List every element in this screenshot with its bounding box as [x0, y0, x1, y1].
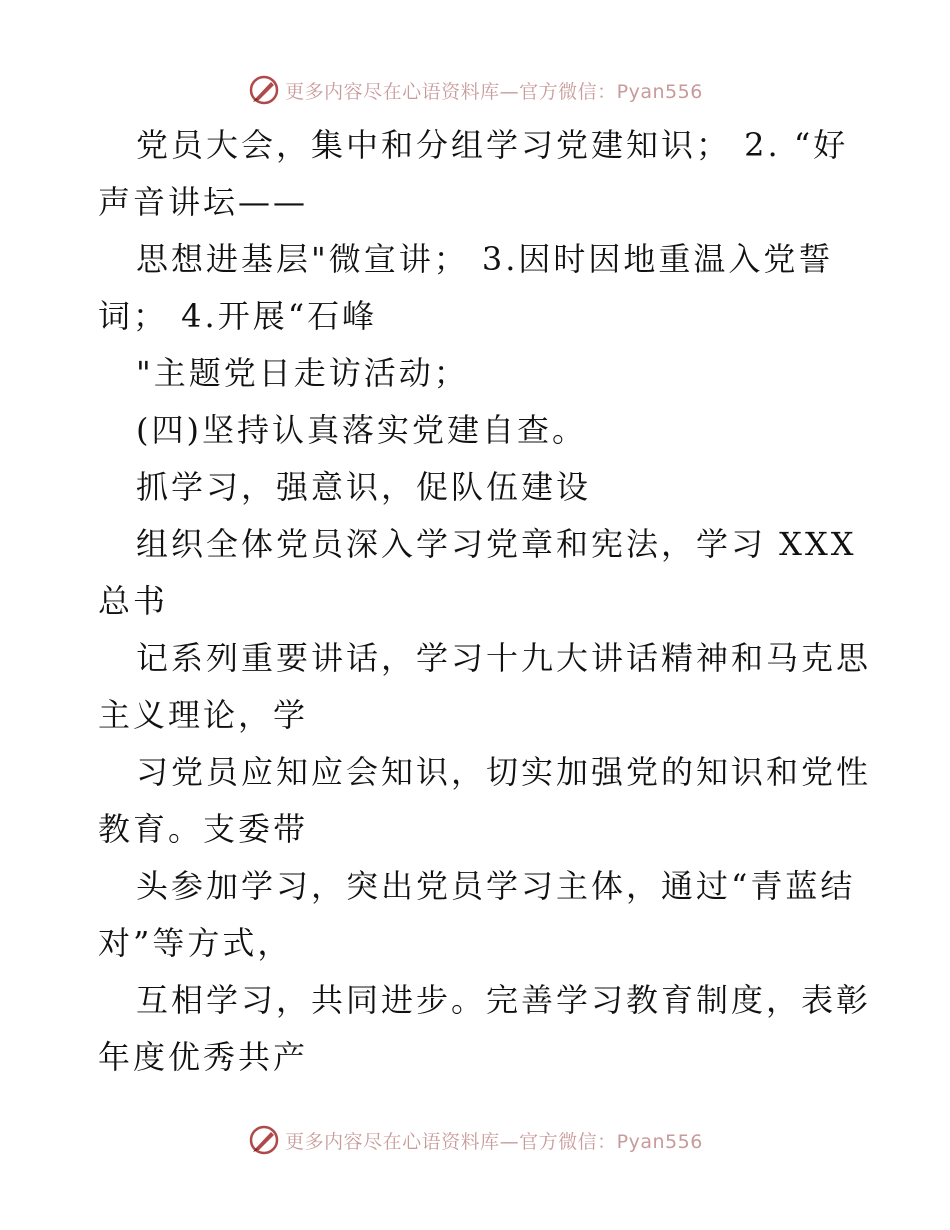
paragraph-line: 年度优秀共产	[98, 1038, 309, 1076]
footer-watermark	[0, 1120, 950, 1160]
paragraph-line: 互相学习，共同进步。完善学习教育制度，表彰	[136, 981, 872, 1019]
paragraph-line: 主义理论，学	[98, 696, 309, 734]
paragraph-line: 总书	[98, 582, 169, 620]
paragraph-line: 习党员应知应会知识，切实加强党的知识和党性	[136, 753, 872, 791]
pen-logo-icon	[247, 1123, 281, 1157]
paragraph-line: 教育。支委带	[98, 810, 309, 848]
paragraph-line: 头参加学习，突出党员学习主体，通过“青蓝结	[136, 867, 856, 905]
header-watermark	[0, 70, 950, 110]
section-heading: (四)坚持认真落实党建自查。	[136, 411, 587, 449]
watermark-text: 更多内容尽在心语资料库—官方微信：Pyan556	[285, 1130, 703, 1153]
pen-logo-icon	[247, 73, 281, 107]
paragraph-line: 思想进基层"微宣讲； 3.因时因地重温入党誓	[136, 240, 834, 278]
paragraph-line: 党员大会，集中和分组学习党建知识； 2. “好	[136, 126, 849, 164]
watermark-text: 更多内容尽在心语资料库—官方微信：Pyan556	[285, 80, 703, 103]
subheading: 抓学习，强意识，促队伍建设	[136, 468, 592, 506]
document-body	[98, 117, 872, 1086]
paragraph-line: 声音讲坛——	[98, 183, 309, 221]
paragraph-line: 对”等方式，	[98, 924, 293, 962]
paragraph-line: "主题党日走访活动；	[136, 354, 469, 392]
paragraph-line: 组织全体党员深入学习党章和宪法，学习 XXX	[136, 525, 857, 563]
paragraph-line: 词； 4.开展“石峰	[98, 297, 378, 335]
paragraph-line: 记系列重要讲话，学习十九大讲话精神和马克思	[136, 639, 872, 677]
